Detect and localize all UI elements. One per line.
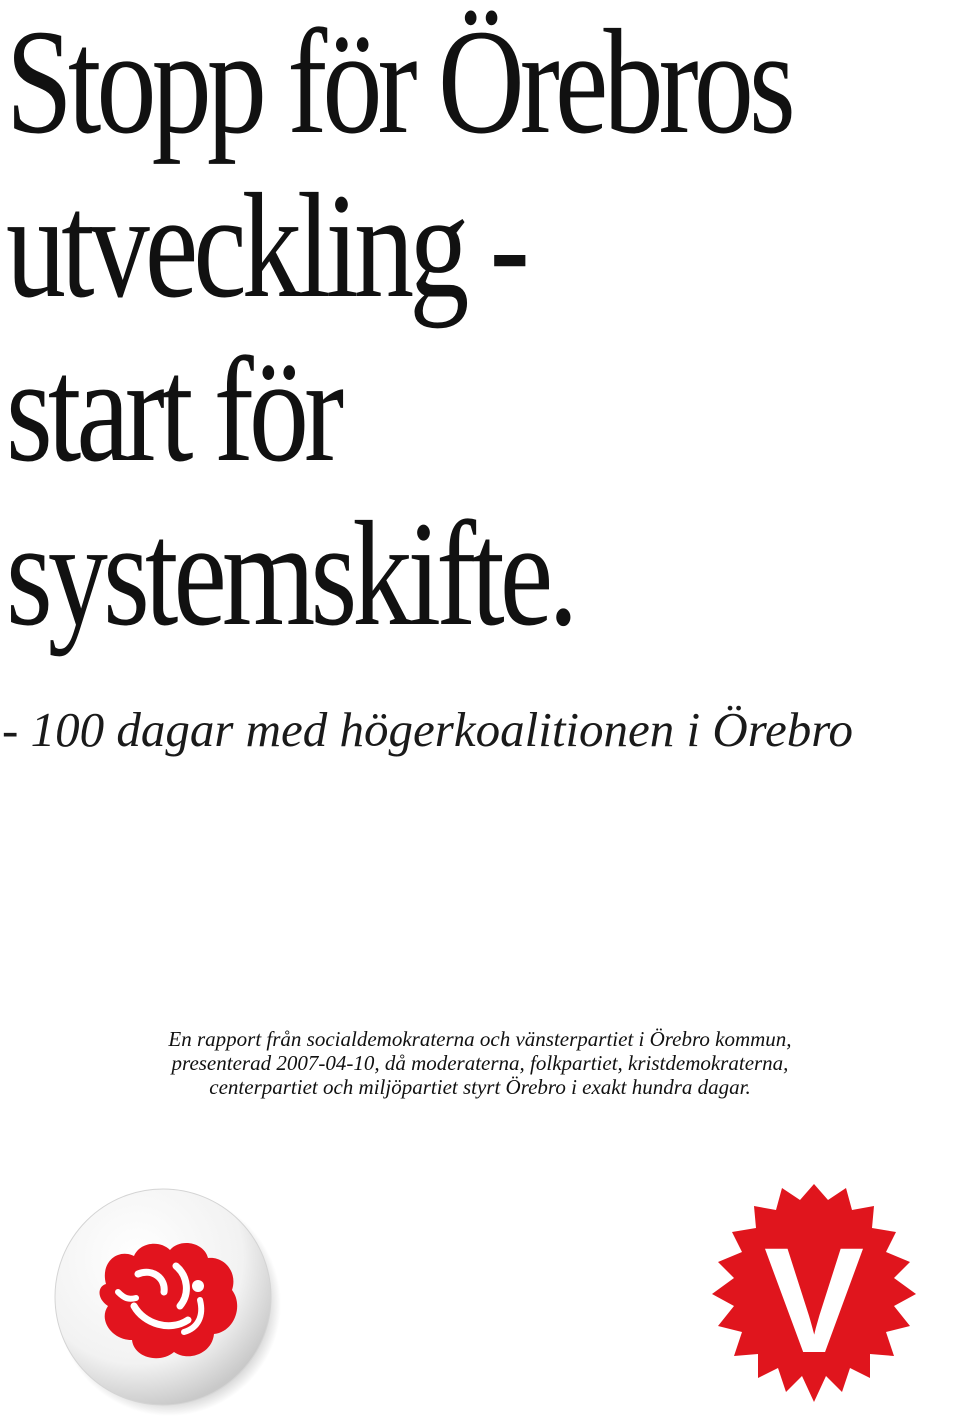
title-line-4: systemskifte.: [6, 491, 574, 657]
intro-line-1: En rapport från socialdemokraterna och vänsterpartiet i Örebro kommun,: [168, 1027, 792, 1051]
report-subtitle: - 100 dagar med högerkoalitionen i Örebro: [2, 702, 854, 757]
report-title: [6, 0, 791, 657]
rose-dot: [192, 1280, 204, 1292]
intro-line-2: presenterad 2007-04-10, då moderaterna, folkpartiet, kristdemokraterna,: [171, 1051, 789, 1075]
title-line-2: utveckling -: [6, 163, 525, 329]
title-line-1: Stopp för Örebros: [6, 0, 791, 165]
intro-line-3: centerpartiet och miljöpartiet styrt Örebro i exakt hundra dagar.: [209, 1075, 751, 1099]
title-line-3: start för: [6, 327, 340, 493]
socialdemokraterna-rose-logo-icon: [48, 1182, 282, 1416]
v-letter: V: [763, 1216, 865, 1384]
intro-paragraph: [60, 1027, 900, 1099]
vansterpartiet-v-logo-icon: [704, 1180, 924, 1408]
